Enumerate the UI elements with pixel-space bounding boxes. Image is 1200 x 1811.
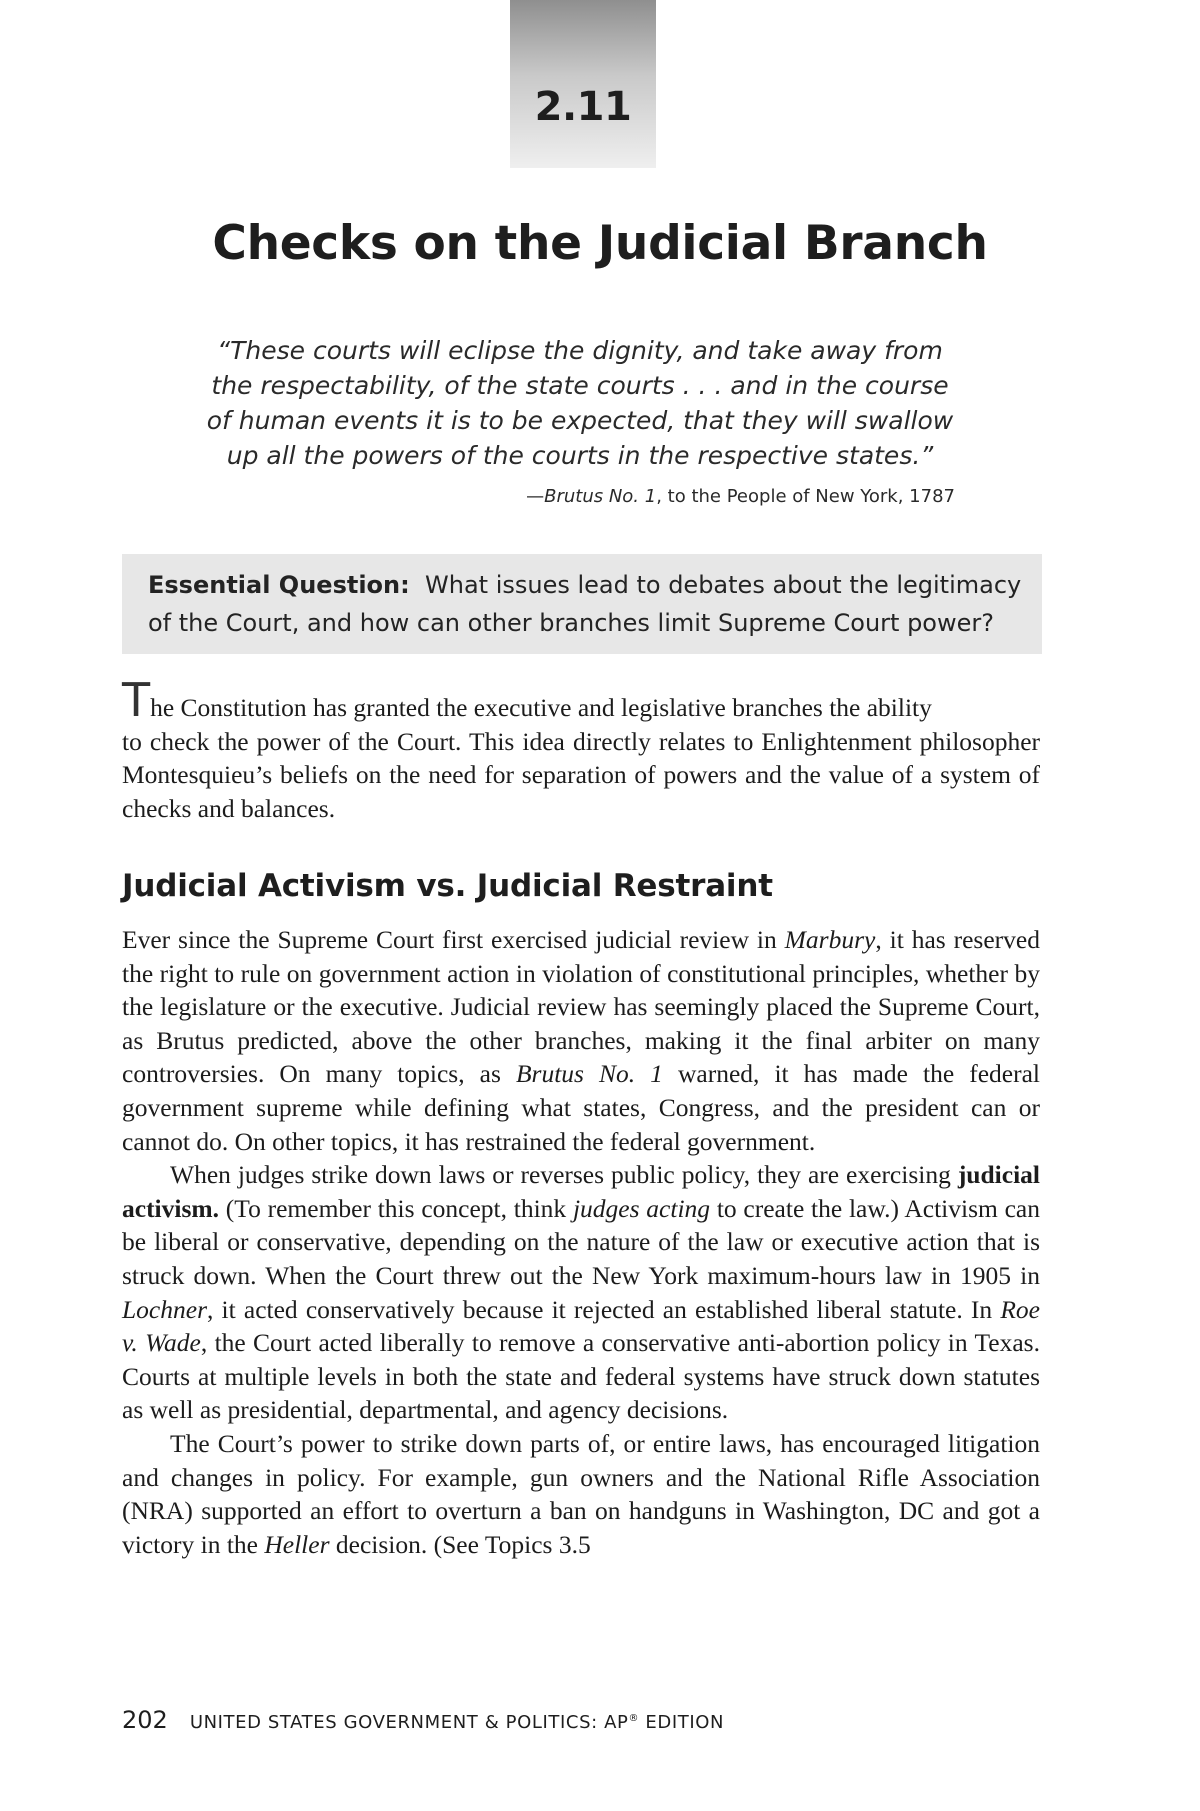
text-run: Ever since the Supreme Court first exercised judicial review in [122, 925, 785, 954]
epigraph-line: up all the powers of the courts in the respective states.” [226, 441, 934, 470]
body-paragraph-2 [122, 1158, 1040, 1427]
emphasis: judges acting [572, 1193, 711, 1223]
body-paragraph-3 [122, 1427, 1040, 1561]
text-run: , it acted conservatively because it rejected an established liberal statute. In [207, 1294, 1001, 1324]
document-name: Brutus No. 1 [515, 1059, 663, 1089]
body-paragraph-1 [122, 923, 1040, 1158]
case-name: Heller [264, 1529, 330, 1559]
intro-line: he Constitution has granted the executive and legislative branches the ability [150, 693, 932, 722]
section-number: 2.11 [534, 84, 632, 130]
essential-question-label: Essential Question: [148, 571, 410, 599]
attribution-detail: , to the People of New York, 1787 [656, 486, 955, 507]
text-run: to create the law.) Activism can be liberal or conservative, depending on the nature of the law or executive action that is struck down. When the Court threw out the New York maximum-hours law in 1905 in [122, 1193, 1041, 1290]
key-term: judicial activism. [122, 1160, 1040, 1223]
attribution-source: Brutus No. 1 [544, 486, 657, 507]
intro-line: to check the power of the Court. This idea directly relates to Enlightenment [122, 726, 912, 756]
page-number: 202 [122, 1706, 168, 1734]
epigraph-line: of human events it is to be expected, that they will swallow [206, 406, 954, 435]
drop-cap: T [122, 673, 151, 727]
intro-line: the value of a system of checks and balances. [122, 760, 1041, 823]
section-heading: Judicial Activism vs. Judicial Restraint [122, 868, 773, 904]
book-title-text: UNITED STATES GOVERNMENT & POLITICS: AP [189, 1712, 629, 1733]
text-run: (To remember this concept, think [219, 1193, 573, 1223]
edition-text: EDITION [639, 1712, 725, 1733]
text-run: , it has reserved the right to rule on government action in violation of constitutional principles, whether by the legislature or the executive. Judicial review has seemingly placed the Supreme Court, as Brutus predicted, above the other branches, making it the final arbiter on many controversies. On many topics, as [122, 925, 1040, 1089]
page-title: Checks on the Judicial Branch [212, 216, 988, 271]
essential-question [148, 566, 1048, 642]
registered-mark: ® [628, 1713, 640, 1724]
epigraph-attribution [526, 486, 955, 507]
essential-question-text: What issues lead to debates about the legitimacy of the Court, and how can other branches limit Supreme Court power? [148, 571, 1022, 637]
case-name: Lochner [122, 1294, 207, 1324]
intro-line: philosopher Montesquieu’s beliefs on the need for separation of powers and [122, 726, 1041, 790]
essential-question-box [122, 554, 1042, 654]
text-run: , the Court acted liberally to remove a conservative anti-abortion policy in Texas. Courts at multiple levels in both the state and federal systems have struck down statutes as well as presidential, departmental, and agency decisions. [122, 1328, 1040, 1425]
epigraph-line: “These courts will eclipse the dignity, and take away from [217, 336, 943, 365]
book-title [190, 1712, 724, 1733]
text-run: The Court’s power to strike down parts of, or entire laws, has encouraged litigation and changes in policy. For example, gun owners and the National Rifle Association (NRA) supported an effort to overturn a ban on handguns in Washington, DC and got a victory in the [122, 1428, 1040, 1559]
main-body [122, 923, 1040, 1561]
case-name: Roe v. Wade [122, 1294, 1040, 1358]
text-run: warned, it has made the federal government supreme while defining what states, Congress, and the president can or cannot do. On other topics, it has restrained the federal government. [122, 1059, 1040, 1156]
case-name: Marbury [784, 925, 876, 954]
section-number-tab [510, 0, 656, 168]
epigraph-quote [200, 333, 960, 473]
text-run: decision. (See Topics 3.5 [329, 1529, 591, 1559]
intro-paragraph [122, 673, 1041, 825]
text-run: When judges strike down laws or reverses public policy, they are exercising [170, 1160, 958, 1190]
attribution-dash: — [526, 486, 545, 507]
page-footer [122, 1706, 724, 1734]
epigraph-line: the respectability, of the state courts . . . and in the course [211, 371, 949, 400]
